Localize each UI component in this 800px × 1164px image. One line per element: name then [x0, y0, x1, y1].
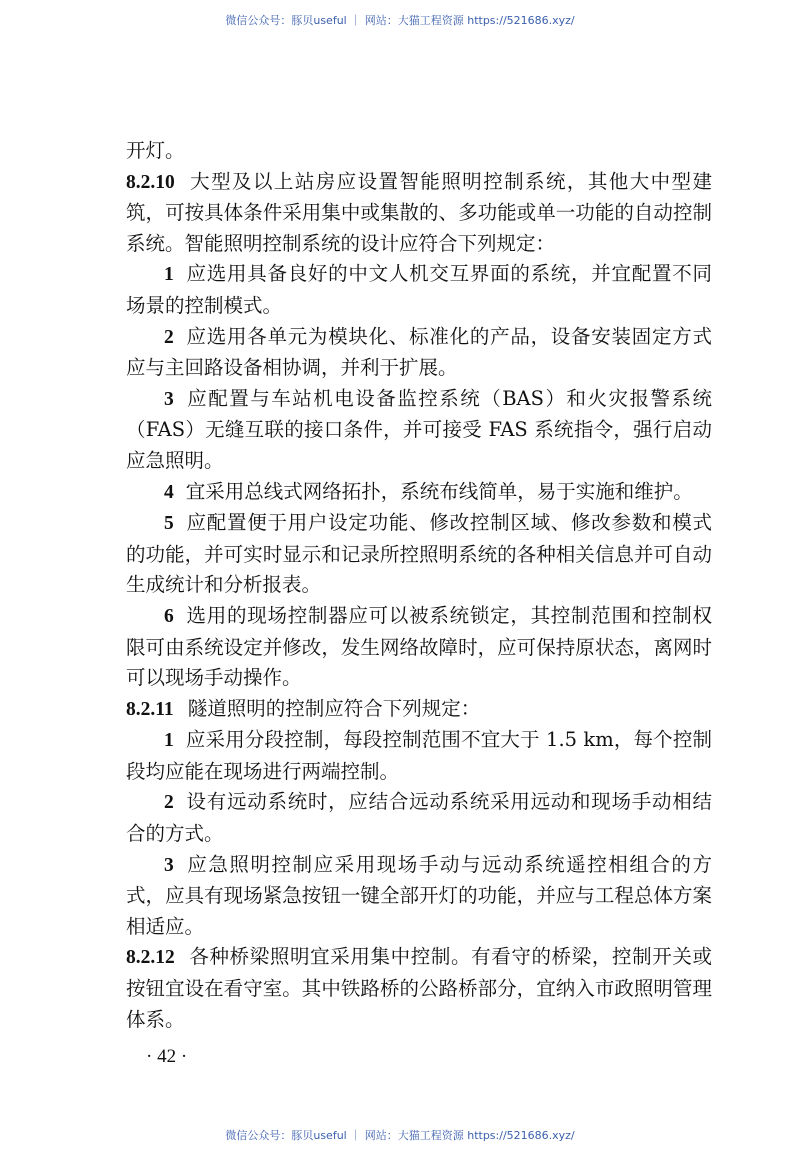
item-number: 1 [164, 730, 174, 752]
item-text: 应配置与车站机电设备监控系统（BAS）和火灾报警系统（FAS）无缝互联的接口条件，并可接受 FAS 系统指令，强行启动应急照明。 [126, 386, 712, 472]
list-item [126, 787, 712, 849]
item-number: 4 [164, 481, 174, 503]
continuation-text: 开灯。 [126, 139, 185, 162]
document-body [126, 136, 712, 1035]
item-text: 宜采用总线式网络拓扑，系统布线简单，易于实施和维护。 [185, 479, 693, 503]
list-item [126, 601, 712, 694]
item-text: 应采用分段控制，每段控制范围不宜大于 1.5 km，每个控制段均应能在现场进行两端控制。 [126, 728, 712, 783]
item-text: 应选用具备良好的中文人机交互界面的系统，并宜配置不同场景的控制模式。 [126, 262, 712, 317]
clause-number: 8.2.11 [126, 698, 174, 720]
item-number: 1 [164, 264, 174, 286]
clause-number: 8.2.12 [126, 947, 175, 969]
list-item [126, 725, 712, 787]
item-text: 应选用各单元为模块化、标准化的产品，设备安装固定方式应与主回路设备相协调，并利于扩展。 [126, 324, 712, 380]
item-text: 应急照明控制应采用现场手动与远动系统遥控相组合的方式，应具有现场紧急按钮一键全部开灯的功能，并应与工程总体方案相适应。 [126, 852, 712, 938]
list-item [126, 384, 712, 477]
clause-text: 各种桥梁照明宜采用集中控制。有看守的桥梁，控制开关或按钮宜设在看守室。其中铁路桥的公路桥部分，宜纳入市政照明管理体系。 [126, 945, 712, 1031]
item-number: 2 [164, 326, 174, 348]
list-item [126, 259, 712, 321]
footer-watermark: 微信公众号：豚贝useful ｜ 网站：大猫工程资源 https://521686.xyz/ [225, 1129, 575, 1142]
list-item [126, 322, 712, 384]
list-item [126, 850, 712, 943]
list-item [126, 508, 712, 601]
clause-text: 隧道照明的控制应符合下列规定： [187, 696, 481, 720]
item-text: 应配置便于用户设定功能、修改控制区域、修改参数和模式的功能，并可实时显示和记录所控照明系统的各种相关信息并可自动生成统计和分析报表。 [126, 511, 712, 597]
list-item [126, 477, 712, 509]
item-number: 3 [164, 388, 174, 410]
clause-8-2-11 [126, 694, 712, 726]
clause-8-2-12 [126, 942, 712, 1035]
item-number: 6 [164, 605, 174, 627]
item-number: 3 [164, 854, 174, 876]
page-number: · 42 · [146, 1046, 188, 1067]
item-text: 选用的现场控制器应可以被系统锁定，其控制范围和控制权限可由系统设定并修改，发生网络故障时，应可保持原状态，离网时可以现场手动操作。 [126, 603, 712, 690]
item-number: 5 [164, 513, 174, 535]
clause-8-2-10 [126, 167, 712, 260]
clause-text: 大型及以上站房应设置智能照明控制系统，其他大中型建筑，可按具体条件采用集中或集散的、多功能或单一功能的自动控制系统。智能照明控制系统的设计应符合下列规定： [126, 169, 712, 255]
header-watermark: 微信公众号：豚贝useful ｜ 网站：大猫工程资源 https://521686.xyz/ [225, 14, 575, 27]
clause-number: 8.2.10 [126, 171, 175, 193]
item-text: 设有远动系统时，应结合远动系统采用远动和现场手动相结合的方式。 [126, 790, 712, 846]
item-number: 2 [164, 792, 174, 814]
